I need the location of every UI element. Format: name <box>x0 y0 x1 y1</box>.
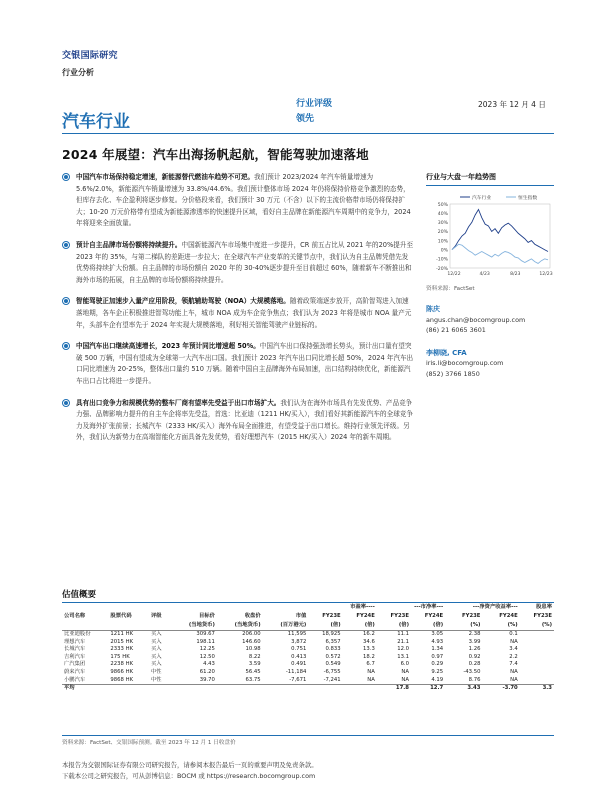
paragraph-lead: 具有出口竞争力和规模优势的整车厂商有望率先受益于出口市场扩大。 <box>76 398 281 407</box>
table-cell: 2238 HK <box>110 661 134 668</box>
average-label: 平均 <box>62 685 377 693</box>
valuation-table-body <box>62 631 554 693</box>
unit-header: (倍) <box>308 621 342 631</box>
chart-title: 行业与大盘一年趋势图 <box>426 172 554 186</box>
table-cell: NA <box>510 668 518 675</box>
table-cell: 0.833 <box>325 646 341 653</box>
analyst-card <box>426 304 554 336</box>
bullet-icon <box>62 241 70 249</box>
column-header: FY24E <box>356 613 375 619</box>
table-cell: 13.1 <box>397 653 409 660</box>
y-tick-label: -10% <box>436 257 448 263</box>
table-cell: 小鹏汽车 <box>64 676 86 683</box>
table-cell: 买入 <box>150 631 162 637</box>
company-logo <box>62 48 142 78</box>
table-cell: 34.6 <box>363 638 375 645</box>
x-tick-label: 12/22 <box>447 272 461 277</box>
table-cell: 4.43 <box>203 661 215 668</box>
column-header: FY23E <box>461 613 481 619</box>
valuation-title: 估值概要 <box>62 588 554 603</box>
paragraph-text: 随着政策端逐步放开，高阶智驾进入加速落地期，各车企正积极推进智驾功能上车，城市 NOA 成为车企竞争焦点；我们认为 2023 年将是城市 NOA 量产元年，头部车企有望率先于 2024 年实现大规模落地，利好相关智能驾驶产业链标的。 <box>76 297 412 329</box>
page-footer <box>62 760 554 782</box>
chart-source: 资料来源：FactSet <box>426 286 475 292</box>
y-tick-label: 20% <box>437 230 448 236</box>
industry-rating: 领先 <box>296 114 315 124</box>
column-header: FY23E <box>390 613 409 619</box>
table-cell: -11,184 <box>285 668 307 675</box>
table-cell: 175 HK <box>110 653 130 660</box>
table-cell: 9.25 <box>431 668 444 675</box>
average-cell: 3.3 <box>520 685 554 693</box>
table-cell: 18.2 <box>363 653 375 660</box>
table-row <box>62 661 554 669</box>
table-cell: 13.3 <box>363 646 375 653</box>
table-cell: 吉利汽车 <box>64 653 86 660</box>
report-title: 2024 年展望：汽车出海扬帆起航，智能驾驶加速落地 <box>62 147 369 162</box>
table-row <box>62 677 554 685</box>
table-cell: 长城汽车 <box>64 646 86 653</box>
table-cell: 2015 HK <box>110 638 134 645</box>
table-cell: 146.60 <box>242 638 261 645</box>
table-row <box>62 639 554 647</box>
table-cell: 0.28 <box>468 661 481 668</box>
paragraph-lead: 中国汽车市场保持稳定增速，新能源替代燃油车趋势不可逆。 <box>76 173 255 181</box>
unit-header: (百万港元) <box>263 621 309 631</box>
bullet-icon <box>62 399 70 407</box>
table-cell: -7,241 <box>323 676 341 683</box>
report-type-label: 行业评级 <box>296 99 333 109</box>
table-cell: 39.70 <box>199 676 215 683</box>
doc-type-label: 行业分析 <box>62 68 94 77</box>
column-header: 收盘价 <box>244 613 261 619</box>
table-cell: 2.38 <box>468 631 481 637</box>
table-cell: 8.22 <box>248 653 261 660</box>
y-tick-label: 0% <box>440 248 448 254</box>
table-cell: 买入 <box>150 646 162 653</box>
bullet-icon <box>62 297 70 305</box>
table-cell: 9868 HK <box>110 676 134 683</box>
analyst-phone: (86) 21 6065 3601 <box>426 326 486 334</box>
column-header: 市值 <box>295 613 307 619</box>
table-cell: 0.491 <box>291 661 307 668</box>
table-cell: 买入 <box>150 638 162 645</box>
table-cell: 4.19 <box>431 676 444 683</box>
table-cell: 61.20 <box>199 668 215 675</box>
table-cell: 买入 <box>150 661 162 668</box>
paragraph-text: 中国新能源汽车市场集中度进一步提升，CR 前五占比从 2021 年的20%提升至 2023 年的 35%，与第二梯队的差距进一步拉大；在全球汽车产业变革的关键节点中，我们认为自主品牌凭借先发优势将持续扩大份额。自主品牌的市场份额自 2020 年的 30-40%逐步提升至目前超过 60%，随着新车不断推出和海外市场的拓展，自主品牌的市场份额将持续提升。 <box>76 240 414 284</box>
trend-chart <box>426 190 554 282</box>
summary-paragraph <box>62 296 414 331</box>
unit-header: (%) <box>482 621 519 631</box>
table-cell: 4.93 <box>431 638 444 645</box>
pe-group-header: 市盈率---- <box>350 604 375 610</box>
average-cell: 17.8 <box>377 685 411 693</box>
summary-paragraph <box>62 398 414 444</box>
paragraph-lead: 预计自主品牌市场份额将持续提升。 <box>76 240 182 249</box>
table-cell: 买入 <box>150 653 162 660</box>
column-header: 公司名称 <box>64 613 86 619</box>
analyst-card <box>426 348 554 380</box>
table-cell: 0.572 <box>325 653 341 660</box>
table-cell: 12.0 <box>397 646 409 653</box>
table-cell: 3.05 <box>431 631 444 637</box>
unit-header: (倍) <box>411 621 445 631</box>
table-cell: 0.92 <box>468 653 481 660</box>
column-header: FY24E <box>424 613 444 619</box>
y-tick-label: 40% <box>437 211 448 217</box>
series-line <box>452 244 548 263</box>
bullet-icon <box>62 342 70 350</box>
table-cell: -7,671 <box>289 676 307 683</box>
unit-header: (当地货币) <box>171 621 217 631</box>
average-cell: 3.43 <box>445 685 482 693</box>
table-cell: 21.1 <box>397 638 409 645</box>
table-cell: 0.549 <box>325 661 341 668</box>
table-cell: NA <box>367 668 375 675</box>
table-cell: 比亚迪股份 <box>64 631 91 637</box>
column-header: FY23E <box>322 613 341 619</box>
footer-download[interactable]: 下载本公司之研究报告，可从彭博信息：BOCM 或 https://research.bocomgroup.com <box>62 772 316 780</box>
column-header: 评级 <box>150 613 162 619</box>
table-average-row <box>62 685 554 693</box>
table-cell: 6,357 <box>325 638 341 645</box>
footer-disclaimer: 本报告为交银国际证券有限公司研究报告，请参阅本报告最后一页的重要声明及免责条款。 <box>62 761 318 769</box>
analyst-email[interactable]: iris.li@bocomgroup.com <box>426 359 504 367</box>
yield-group-header: 股息率 <box>536 604 552 610</box>
summary-paragraph <box>62 172 414 230</box>
table-cell: NA <box>367 676 375 683</box>
analyst-phone: (852) 3766 1850 <box>426 369 480 378</box>
table-cell: 3.4 <box>509 646 518 653</box>
table-cell: 10.98 <box>245 646 261 653</box>
table-cell: 8.76 <box>468 676 481 683</box>
average-cell: -3.70 <box>482 685 519 693</box>
column-header: 目标价 <box>199 613 215 619</box>
table-cell: 63.75 <box>245 676 261 683</box>
y-tick-label: 50% <box>437 202 448 208</box>
table-row <box>62 631 554 639</box>
table-cell: 309.67 <box>196 631 215 637</box>
table-cell: 11.1 <box>397 631 409 637</box>
table-cell: 1.34 <box>431 646 444 653</box>
table-cell: 56.45 <box>245 668 261 675</box>
sector-title: 汽车行业 <box>62 112 130 132</box>
header-divider <box>62 133 554 134</box>
x-tick-label: 8/23 <box>510 272 521 277</box>
table-cell: 理想汽车 <box>64 638 86 645</box>
logo-name: 交银国际研究 <box>62 51 118 61</box>
unit-header: (倍) <box>377 621 411 631</box>
y-tick-label: -20% <box>436 266 448 272</box>
table-cell: 2.2 <box>509 653 518 660</box>
paragraph-text: 中国汽车出口保持强劲增长势头，预计出口量有望突破 500 万辆，中国有望成为全球第一大汽车出口国。我们预计 2023 年汽车出口同比增长超 50%，2024 年汽车出口同比增速为 20-25%，整体出口量约 510 万辆。随着中国自主品牌海外布局加速，出口结构持续优化，新能源汽车出口占比将进一步提升。 <box>76 342 414 385</box>
table-cell: 3.59 <box>248 661 261 668</box>
table-cell: 198.11 <box>196 638 215 645</box>
roe-group-header: ---净资产收益率--- <box>472 604 518 610</box>
summary-paragraph <box>62 341 414 387</box>
report-date: 2023 年 12 月 4 日 <box>478 100 546 109</box>
paragraph-lead: 中国汽车出口继续高速增长，2023 年预计同比增速超 50%。 <box>76 342 260 351</box>
sidebar <box>426 172 554 379</box>
table-cell: NA <box>510 638 518 645</box>
unit-header: (倍) <box>343 621 377 631</box>
unit-header: (%) <box>445 621 482 631</box>
table-cell: 中性 <box>150 668 162 675</box>
table-cell: -6,755 <box>323 668 341 675</box>
table-cell: 2333 HK <box>110 646 134 653</box>
table-cell: NA <box>401 668 409 675</box>
table-unit-row <box>62 621 554 631</box>
column-header: FY23E <box>533 613 552 619</box>
table-header-row <box>62 612 554 621</box>
paragraph-text: 我们预计 2023/2024 年汽车销量增速为 5.6%/2.0%，新能源汽车销量增速为 33.8%/44.6%。我们预计整体市场 2024 年仍将保持价格竞争激烈的态势，但库存去化、车企盈利将逐步修复。分价格段来看，我们预计 30 万元（不含）以下的主流价格带市场仍将保持扩大；10-20 万元价格带有望成为新能源渗透率的快速提升区域，看好自主品牌在新能源汽车周期中的竞争力，2024 年将迎来全面放量。 <box>76 173 411 228</box>
unit-header: (%) <box>520 621 554 631</box>
table-row <box>62 646 554 654</box>
table-cell: -43.50 <box>463 668 481 675</box>
table-cell: 16.2 <box>363 631 375 637</box>
table-cell: NA <box>510 676 518 683</box>
series-line <box>452 209 548 251</box>
table-row <box>62 669 554 677</box>
x-tick-label: 12/23 <box>539 272 553 277</box>
analyst-name: 陈庆 <box>426 305 440 313</box>
column-header: FY24E <box>499 613 518 619</box>
table-cell: 3,872 <box>291 638 307 645</box>
analyst-email[interactable]: angus.chan@bocomgroup.com <box>426 315 526 324</box>
legend-label: 恒生指数 <box>518 196 538 201</box>
table-cell: 0.29 <box>431 661 444 668</box>
table-cell: 蔚来汽车 <box>64 668 86 675</box>
table-cell: 206.00 <box>242 631 261 637</box>
x-tick-label: 4/23 <box>479 272 490 277</box>
analyst-name: 李柳晓, CFA <box>426 348 467 357</box>
table-cell: 12.50 <box>199 653 215 660</box>
table-cell: 中性 <box>150 676 162 683</box>
y-tick-label: 30% <box>437 221 448 227</box>
chart-frame <box>450 204 550 268</box>
table-cell: 6.0 <box>400 661 409 668</box>
table-cell: 0.97 <box>431 653 444 660</box>
table-cell: 1211 HK <box>110 631 134 637</box>
y-tick-label: 10% <box>437 239 448 245</box>
paragraph-lead: 智能驾驶正加速步入量产应用阶段，领航辅助驾驶（NOA）大规模落地。 <box>76 297 290 306</box>
table-cell: NA <box>401 676 409 683</box>
table-cell: 9866 HK <box>110 668 134 675</box>
table-cell: 3.99 <box>468 638 481 645</box>
table-cell: 12.25 <box>199 646 215 653</box>
legend-label: 汽车行业 <box>472 196 492 201</box>
table-cell: 1.26 <box>468 646 481 653</box>
table-source: 资料来源：FactSet、交银国际预测。截至 2023 年 12 月 1 日收盘价 <box>62 735 554 746</box>
summary-column <box>62 172 414 454</box>
unit-header: (当地货币) <box>217 621 263 631</box>
table-cell: 0.1 <box>509 631 518 637</box>
paragraph-text: 我们认为在海外市场具有先发优势、产品竞争力强、品牌影响力提升的自主车企将率先受益，首选：比亚迪（1211 HK/买入），我们看好其新能源汽车的全球竞争力及海外扩张前景；长城汽车（2333 HK/买入）海外布局全面推进，有望受益于出口增长。维持行业领先评级。另外，我们认为新势力在高端智能化方面具备先发优势，看好理想汽车（2015 HK/买入）2024 年的新车周期。 <box>76 398 413 442</box>
valuation-table <box>62 603 554 693</box>
column-header: 股票代码 <box>110 613 132 619</box>
bullet-icon <box>62 173 70 181</box>
table-cell: 广汽集团 <box>64 661 86 668</box>
table-cell: 0.413 <box>291 653 307 660</box>
table-cell: 18,925 <box>322 631 341 637</box>
table-cell: 0.751 <box>291 646 307 653</box>
summary-paragraph <box>62 240 414 286</box>
average-cell: 12.7 <box>411 685 445 693</box>
pb-group-header: ---市净率--- <box>414 604 444 610</box>
table-cell: 7.4 <box>509 661 518 668</box>
table-cell: 11,595 <box>287 631 307 637</box>
table-cell: 6.7 <box>366 661 375 668</box>
trend-chart-svg <box>426 190 554 282</box>
table-row <box>62 654 554 662</box>
table-header-group-row <box>62 603 554 612</box>
